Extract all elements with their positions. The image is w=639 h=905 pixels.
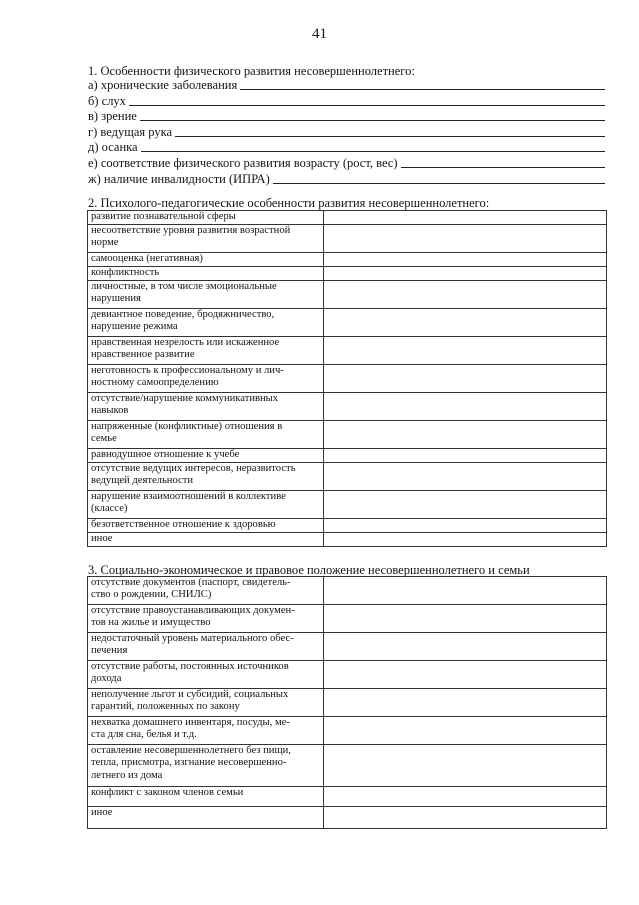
row-label-line: отсутствие/нарушение коммуникативных bbox=[91, 393, 279, 404]
table-row bbox=[88, 633, 607, 661]
table-row bbox=[88, 787, 607, 807]
table-row bbox=[88, 577, 607, 605]
row-label-line: отсутствие работы, постоянных источников bbox=[91, 661, 289, 672]
row-label-line: недостаточный уровень материального обес- bbox=[91, 633, 294, 644]
field-input-line[interactable] bbox=[140, 120, 605, 121]
field-label: в) зрение bbox=[88, 109, 137, 124]
field-input-line[interactable] bbox=[273, 183, 605, 184]
table-row bbox=[88, 491, 607, 519]
value-cell[interactable] bbox=[324, 605, 607, 633]
field-input-line[interactable] bbox=[240, 89, 605, 90]
row-label bbox=[88, 577, 324, 605]
row-label-line: неполучение льгот и субсидий, социальных bbox=[91, 689, 289, 700]
socio-economic-table bbox=[87, 576, 607, 829]
row-label bbox=[88, 787, 324, 807]
value-cell[interactable] bbox=[324, 577, 607, 605]
row-label-line: нехватка домашнего инвентаря, посуды, ме- bbox=[91, 717, 290, 728]
row-label-line: нравственная незрелость или искаженное bbox=[91, 337, 280, 348]
table-row bbox=[88, 533, 607, 547]
row-label-line: самооценка (негативная) bbox=[91, 253, 203, 264]
table-row bbox=[88, 449, 607, 463]
field-row bbox=[88, 171, 605, 186]
value-cell[interactable] bbox=[324, 253, 607, 267]
value-cell[interactable] bbox=[324, 267, 607, 281]
row-label bbox=[88, 337, 324, 365]
table-row bbox=[88, 519, 607, 533]
table-row bbox=[88, 267, 607, 281]
row-label-line: иное bbox=[91, 533, 113, 544]
row-label-line: ство о рождении, СНИЛС) bbox=[91, 589, 212, 601]
row-label-line: отсутствие правоустанавливающих докумен- bbox=[91, 605, 295, 616]
row-label-line: летнего из дома bbox=[91, 769, 163, 781]
row-label-line: навыков bbox=[91, 405, 129, 417]
section2-heading: 2. Психолого-педагогические особенности развития несовершеннолетнего: bbox=[88, 196, 490, 210]
row-label-line: конфликтность bbox=[91, 267, 160, 278]
field-row bbox=[88, 139, 605, 154]
row-label-line: норме bbox=[91, 237, 119, 249]
row-label bbox=[88, 393, 324, 421]
row-label-line: конфликт с законом членов семьи bbox=[91, 787, 244, 798]
value-cell[interactable] bbox=[324, 533, 607, 547]
table-row bbox=[88, 661, 607, 689]
value-cell[interactable] bbox=[324, 211, 607, 225]
row-label bbox=[88, 533, 324, 547]
field-row bbox=[88, 155, 605, 170]
row-label-line: отсутствие ведущих интересов, неразвитость bbox=[91, 463, 296, 474]
page-number: 41 bbox=[312, 26, 327, 42]
field-label: е) соответствие физического развития возрасту (рост, вес) bbox=[88, 156, 398, 170]
row-label-line: нарушения bbox=[91, 293, 141, 305]
row-label-line: ведущей деятельности bbox=[91, 475, 194, 487]
row-label bbox=[88, 225, 324, 253]
value-cell[interactable] bbox=[324, 337, 607, 365]
value-cell[interactable] bbox=[324, 661, 607, 689]
row-label-line: девиантное поведение, бродяжничество, bbox=[91, 309, 275, 320]
table-row bbox=[88, 605, 607, 633]
table-row bbox=[88, 281, 607, 309]
row-label bbox=[88, 421, 324, 449]
value-cell[interactable] bbox=[324, 393, 607, 421]
field-input-line[interactable] bbox=[129, 105, 605, 106]
field-label: д) осанка bbox=[88, 140, 138, 155]
row-label bbox=[88, 807, 324, 829]
row-label bbox=[88, 463, 324, 491]
table-row bbox=[88, 745, 607, 787]
field-row bbox=[88, 93, 605, 108]
field-input-line[interactable] bbox=[401, 167, 605, 168]
row-label bbox=[88, 745, 324, 787]
row-label bbox=[88, 253, 324, 267]
row-label bbox=[88, 491, 324, 519]
field-row bbox=[88, 124, 605, 139]
value-cell[interactable] bbox=[324, 421, 607, 449]
value-cell[interactable] bbox=[324, 717, 607, 745]
value-cell[interactable] bbox=[324, 491, 607, 519]
row-label-line: гарантий, положенных по закону bbox=[91, 701, 240, 713]
value-cell[interactable] bbox=[324, 807, 607, 829]
value-cell[interactable] bbox=[324, 787, 607, 807]
row-label bbox=[88, 365, 324, 393]
value-cell[interactable] bbox=[324, 519, 607, 533]
field-input-line[interactable] bbox=[141, 151, 605, 152]
row-label-line: отсутствие документов (паспорт, свидетель- bbox=[91, 577, 291, 588]
row-label-line: нарушение режима bbox=[91, 321, 178, 333]
table-row bbox=[88, 225, 607, 253]
row-label-line: (классе) bbox=[91, 503, 128, 515]
table-row bbox=[88, 717, 607, 745]
row-label-line: дохода bbox=[91, 673, 122, 685]
row-label-line: безответственное отношение к здоровью bbox=[91, 519, 276, 530]
value-cell[interactable] bbox=[324, 745, 607, 787]
table-row bbox=[88, 211, 607, 225]
row-label-line: напряженные (конфликтные) отношения в bbox=[91, 421, 283, 432]
field-label: б) слух bbox=[88, 93, 126, 108]
row-label bbox=[88, 519, 324, 533]
value-cell[interactable] bbox=[324, 225, 607, 253]
row-label-line: нравственное развитие bbox=[91, 349, 195, 361]
table-row bbox=[88, 689, 607, 717]
field-label: а) хронические заболевания bbox=[88, 78, 238, 92]
table-row bbox=[88, 309, 607, 337]
row-label-line: тепла, присмотра, изгнание несовершенно- bbox=[91, 757, 287, 769]
psych-pedagogical-table-body bbox=[88, 211, 607, 547]
value-cell[interactable] bbox=[324, 449, 607, 463]
table-row bbox=[88, 421, 607, 449]
row-label-line: личностные, в том числе эмоциональные bbox=[91, 281, 277, 292]
row-label-line: печения bbox=[91, 645, 128, 657]
row-label bbox=[88, 689, 324, 717]
row-label-line: иное bbox=[91, 807, 113, 818]
section1-heading: 1. Особенности физического развития несовершеннолетнего: bbox=[88, 64, 415, 78]
field-label: г) ведущая рука bbox=[88, 124, 173, 139]
table-row bbox=[88, 365, 607, 393]
row-label-line: нарушение взаимоотношений в коллективе bbox=[91, 491, 286, 502]
value-cell[interactable] bbox=[324, 365, 607, 393]
table-row bbox=[88, 337, 607, 365]
row-label-line: развитие познавательной сферы bbox=[91, 211, 236, 222]
row-label bbox=[88, 661, 324, 689]
field-row bbox=[88, 77, 605, 92]
row-label-line: равнодушное отношение к учебе bbox=[91, 449, 240, 460]
table-row bbox=[88, 463, 607, 491]
field-input-line[interactable] bbox=[175, 136, 605, 137]
row-label bbox=[88, 449, 324, 463]
psych-pedagogical-table bbox=[87, 210, 607, 547]
row-label bbox=[88, 717, 324, 745]
row-label-line: неготовность к профессиональному и лич- bbox=[91, 365, 284, 376]
row-label-line: несоответствие уровня развития возрастной bbox=[91, 225, 291, 236]
row-label bbox=[88, 605, 324, 633]
value-cell[interactable] bbox=[324, 309, 607, 337]
row-label bbox=[88, 211, 324, 225]
table-row bbox=[88, 393, 607, 421]
value-cell[interactable] bbox=[324, 463, 607, 491]
socio-economic-table-body bbox=[88, 577, 607, 829]
row-label bbox=[88, 309, 324, 337]
section3-heading: 3. Социально-экономическое и правовое положение несовершеннолетнего и семьи bbox=[88, 563, 530, 577]
value-cell[interactable] bbox=[324, 633, 607, 661]
table-row bbox=[88, 253, 607, 267]
row-label bbox=[88, 633, 324, 661]
row-label bbox=[88, 281, 324, 309]
row-label-line: оставление несовершеннолетнего без пищи, bbox=[91, 745, 291, 756]
field-label: ж) наличие инвалидности (ИПРА) bbox=[88, 171, 270, 186]
row-label-line: ностному самоопределению bbox=[91, 377, 219, 389]
row-label-line: семье bbox=[91, 433, 117, 445]
row-label-line: тов на жилье и имущество bbox=[91, 617, 211, 629]
table-row bbox=[88, 807, 607, 829]
value-cell[interactable] bbox=[324, 689, 607, 717]
value-cell[interactable] bbox=[324, 281, 607, 309]
row-label bbox=[88, 267, 324, 281]
field-row bbox=[88, 108, 605, 123]
row-label-line: ста для сна, белья и т.д. bbox=[91, 729, 197, 741]
